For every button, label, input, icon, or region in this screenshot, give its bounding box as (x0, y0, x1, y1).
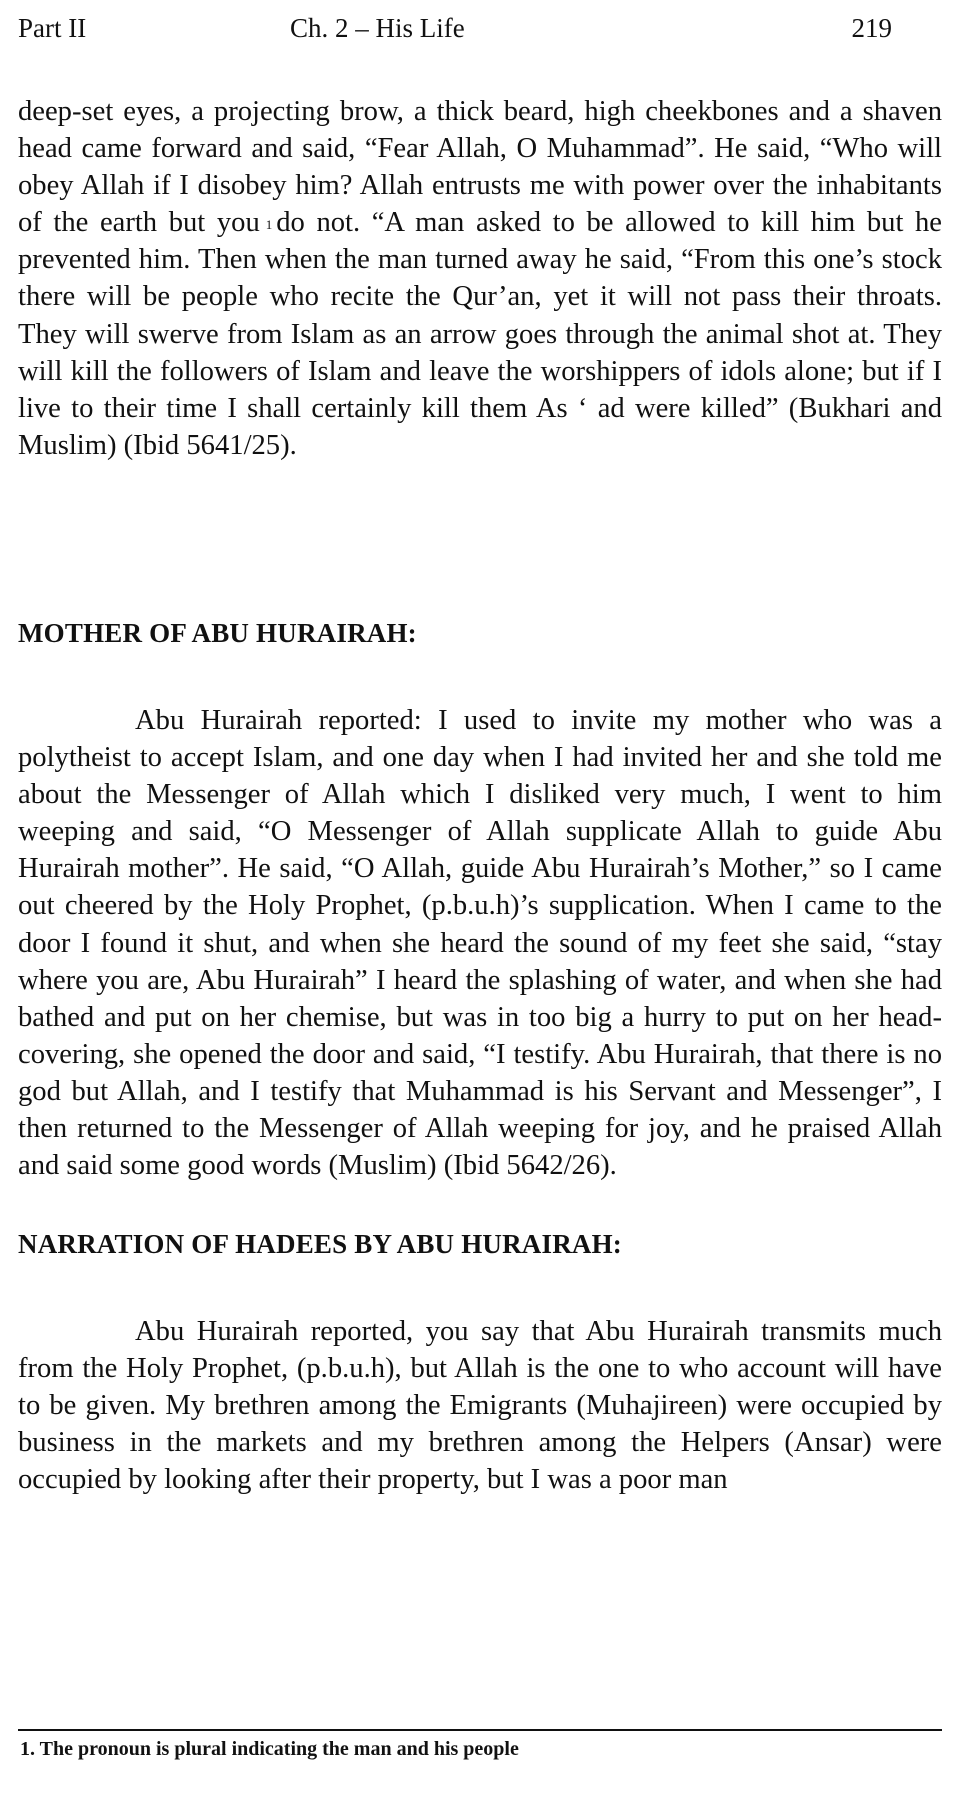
footnote-divider (18, 1729, 942, 1731)
paragraph-text-before-note: deep-set eyes, a projecting brow, a thick beard, high cheekbones and a shaven head came forward and said, “Fear Allah, O Muhammad”. He said, “Who will obey Allah if I disobey him? Allah entrusts me with power over the inhabitants of the earth but you (18, 96, 942, 239)
header-chapter-title: Ch. 2 – His Life (290, 13, 465, 43)
section-paragraph: Abu Hurairah reported: I used to invite my mother who was a polytheist to accept Islam, and one day when I had invited her and she told me about the Messenger of Allah which I disliked very much, I went to him weeping and said, “O Messenger of Allah supplicate Allah to guide Abu Hurairah mother”. He said, “O Allah, guide Abu Hurairah’s Mother,” so I came out cheered by the Holy Prophet, (p.b.u.h)’s supplication. When I came to the door I found it shut, and when she heard the sound of my feet she said, “stay where you are, Abu Hurairah” I heard the splashing of water, and when she had bathed and put on her chemise, but was in too big a hurry to put on her head-covering, she opened the door and said, “I testify. Abu Hurairah, that there is no god but Allah, and I testify that Muhammad is his Servant and Messenger”, I then returned to the Messenger of Allah weeping for joy, and he praised Allah and said some good words (Muslim) (Ibid 5642/26). (18, 705, 942, 1182)
continued-paragraph (18, 93, 942, 464)
header-page-number: 219 (851, 13, 892, 43)
footnote-reference-marker: 1 (265, 217, 273, 233)
section-heading-mother-of-abu-hurairah: MOTHER OF ABU HURAIRAH: (18, 618, 417, 648)
paragraph-text-after-note: do not. “A man asked to be allowed to kill him but he prevented him. Then when the man turned away he said, “From this one’s stock there will be people who recite the Qur’an, yet it will not pass their throats. They will swerve from Islam as an arrow goes through the animal shot at. They will kill the followers of Islam and leave the worshippers of idols alone; but if I live to their time I shall certainly kill them As ‘ ad were killed” (Bukhari and Muslim) (Ibid 5641/25). (18, 207, 943, 461)
running-header (18, 8, 918, 48)
section-paragraph: Abu Hurairah reported, you say that Abu Hurairah transmits much from the Holy Prophet, (p.b.u.h), but Allah is the one to who account will have to be given. My brethren among the Emigrants (Muhajireen) were occupied by business in the markets and my brethren among the Helpers (Ansar) were occupied by looking after their property, but I was a poor man (18, 1316, 942, 1496)
section-narration-of-hadees (18, 1313, 942, 1498)
section-mother-of-abu-hurairah (18, 702, 942, 1184)
header-part-label: Part II (18, 13, 87, 43)
continued-passage (18, 93, 942, 464)
section-heading-narration-of-hadees: NARRATION OF HADEES BY ABU HURAIRAH: (18, 1229, 622, 1259)
footnote-text: 1. The pronoun is plural indicating the man and his people (20, 1738, 519, 1760)
